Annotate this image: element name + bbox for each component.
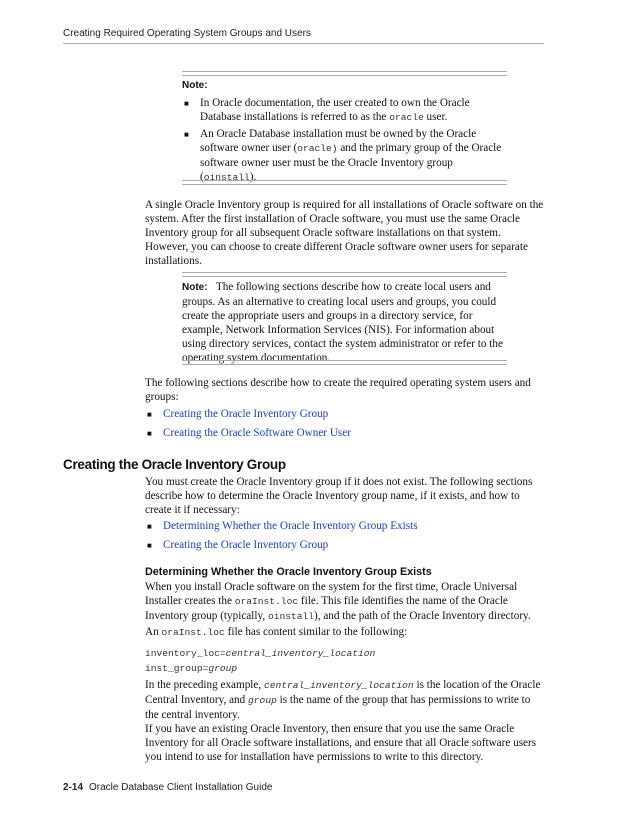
link-determine-group-exists[interactable]: Determining Whether the Oracle Inventory Group Exists bbox=[163, 520, 418, 532]
section-heading: Creating the Oracle Inventory Group bbox=[63, 457, 286, 472]
code-placeholder: central_inventory_location bbox=[225, 648, 376, 659]
note-top-rule bbox=[182, 272, 507, 277]
inline-code: group bbox=[248, 695, 277, 706]
paragraph-inventory: A single Oracle Inventory group is required for all installations of Oracle software on the system. After the first installation of Oracle software, you must use the same Oracle Inventory group for all subsequent Oracle software installations on that system. However, you can choose to create different Oracle software owner users for separate installations. bbox=[145, 199, 544, 267]
inline-code: oinstall bbox=[267, 611, 314, 622]
note-box-owner bbox=[182, 71, 507, 76]
text-run: ), and the path of the Oracle Inventory directory. bbox=[314, 610, 531, 622]
text-run: In the preceding example, bbox=[145, 679, 264, 691]
page-number: 2-14 bbox=[63, 782, 84, 793]
note-box-owner-bottom bbox=[182, 180, 507, 185]
subsection-paragraph-1 bbox=[145, 580, 545, 624]
code-text: inventory_loc= bbox=[145, 648, 226, 659]
bullet-icon: ■ bbox=[184, 130, 189, 139]
code-text: inst_group= bbox=[145, 663, 209, 674]
inline-code: central_inventory_location bbox=[263, 680, 414, 691]
bullet-icon: ■ bbox=[147, 541, 152, 550]
text-run: file has content similar to the following: bbox=[224, 626, 408, 638]
inline-code: oraInst.loc bbox=[234, 596, 299, 607]
note-directory-body: The following sections describe how to create local users and groups. As an alternative to creating local users and groups, you could create the appropriate users and groups in a directory service, for example, Network Information Services (NIS). For information about using directory services, contact the system administrator or refer to the operating system documentation. bbox=[182, 281, 503, 364]
note-bullet-2-text-c: ). bbox=[249, 171, 257, 183]
code-example bbox=[145, 645, 375, 675]
text-run: is the name of the group that has permissions to write to the central inventory. bbox=[145, 694, 531, 721]
note-box-directory-bottom bbox=[182, 360, 507, 365]
page-footer bbox=[63, 782, 272, 793]
note-box-directory bbox=[182, 272, 507, 277]
book-title: Oracle Database Client Installation Guide bbox=[89, 782, 273, 793]
link-create-inventory-group[interactable]: Creating the Oracle Inventory Group bbox=[163, 408, 329, 420]
note-bullet-1 bbox=[200, 96, 500, 125]
bullet-icon: ■ bbox=[147, 410, 152, 419]
note-bullet-2-text-b: and the primary group of the Oracle software owner user must be the Oracle Inventory group ( bbox=[200, 142, 502, 183]
code-line-2 bbox=[145, 660, 375, 675]
paragraph-sections: The following sections describe how to create the required operating system users and groups: bbox=[145, 377, 531, 403]
running-header: Creating Required Operating System Groups and Users bbox=[63, 28, 311, 39]
link-create-owner-user[interactable]: Creating the Oracle Software Owner User bbox=[163, 427, 351, 439]
bullet-icon: ■ bbox=[147, 522, 152, 531]
note-top-rule bbox=[182, 71, 507, 76]
note-label: Note: bbox=[182, 282, 208, 293]
subsection-paragraph-4: If you have an existing Oracle Inventory, then ensure that you use the same Oracle Inventory for all Oracle software installations, and ensure that all Oracle software users you intend to use for installation have permissions to write to this directory. bbox=[145, 723, 537, 763]
inline-code: oracle) bbox=[297, 143, 338, 154]
text-run: An bbox=[145, 626, 162, 638]
subsection-paragraph-2 bbox=[145, 625, 545, 640]
bullet-icon: ■ bbox=[184, 99, 189, 108]
note-bullet-2 bbox=[200, 127, 505, 185]
bullet-icon: ■ bbox=[147, 429, 152, 438]
code-placeholder: group bbox=[208, 663, 238, 674]
section-intro: You must create the Oracle Inventory group if it does not exist. The following sections describe how to determine the Oracle Inventory group name, if it exists, and how to create it if necessary: bbox=[145, 476, 533, 516]
text-run: When you install Oracle software on the system for the first time, Oracle Universal Installer creates the bbox=[145, 581, 518, 607]
link-create-inventory-group-2[interactable]: Creating the Oracle Inventory Group bbox=[163, 539, 329, 551]
text-run: is the location of the Oracle Central Inventory, and bbox=[145, 679, 541, 706]
note-bullet-1-text-b: user. bbox=[423, 111, 448, 123]
code-line-1 bbox=[145, 645, 375, 660]
note-bottom-rule bbox=[182, 360, 507, 365]
note-bullet-2-text-a: An Oracle Database installation must be owned by the Oracle software owner user ( bbox=[200, 128, 477, 154]
note-bullet-1-text-a: In Oracle documentation, the user created to own the Oracle Database installations is referred to as the bbox=[200, 97, 470, 123]
note-bottom-rule bbox=[182, 180, 507, 185]
subsection-paragraph-3 bbox=[145, 678, 545, 722]
header-divider bbox=[63, 43, 544, 44]
inline-code: oinstall bbox=[203, 172, 250, 183]
inline-code: oraInst.loc bbox=[161, 627, 225, 638]
text-run: file. This file identifies the name of the Oracle Inventory group (typically, bbox=[145, 595, 508, 622]
inline-code: oracle bbox=[389, 112, 424, 123]
note-directory-text bbox=[182, 280, 507, 365]
note-label: Note: bbox=[182, 80, 208, 91]
subsection-heading: Determining Whether the Oracle Inventory Group Exists bbox=[145, 566, 432, 578]
